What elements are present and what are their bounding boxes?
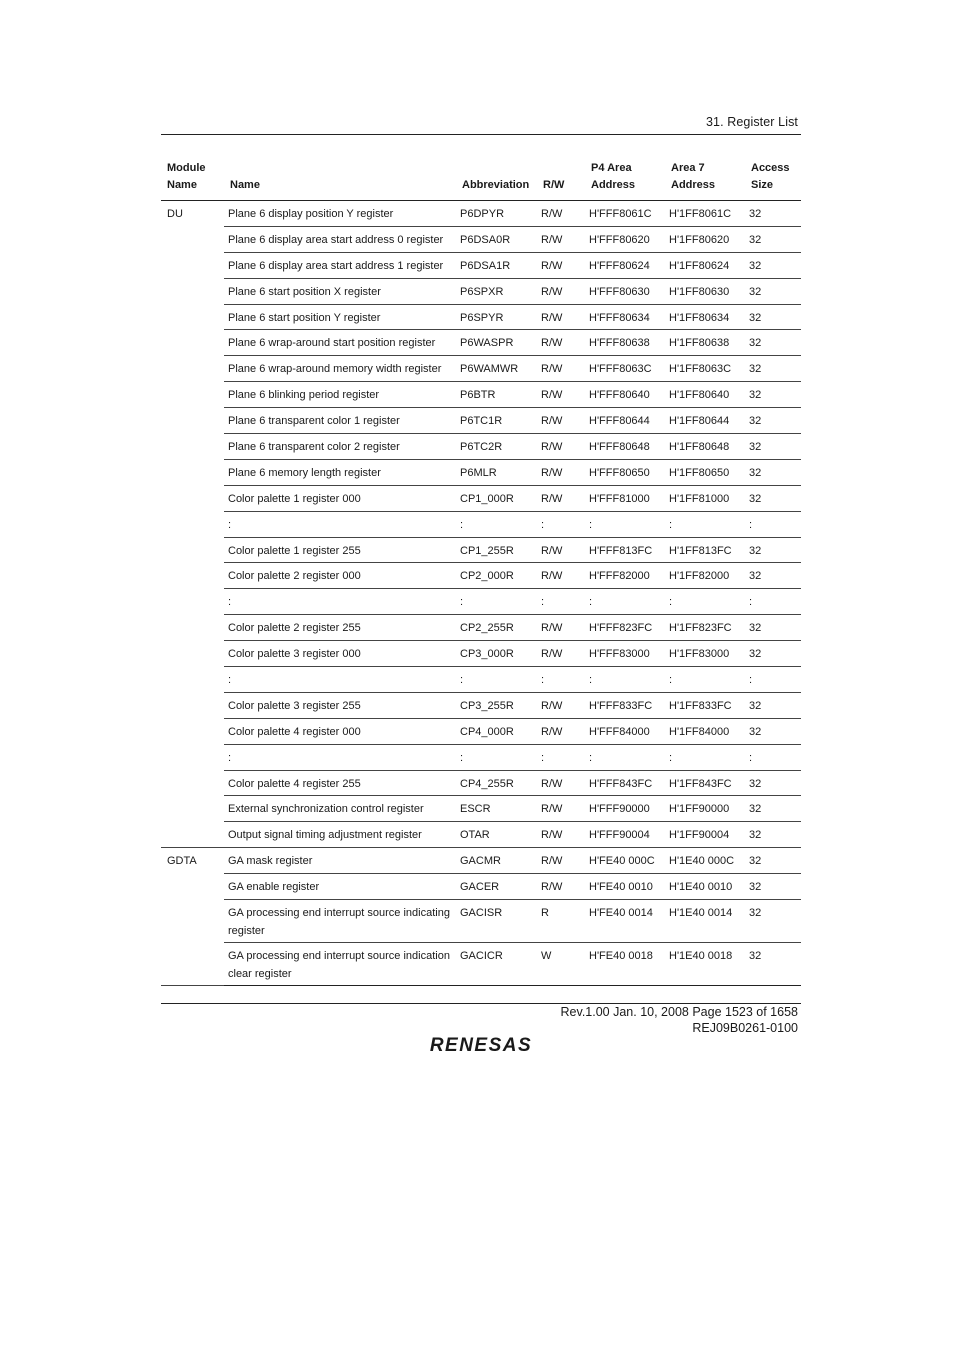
cell-module xyxy=(161,943,224,986)
table-row xyxy=(161,252,801,278)
table-row xyxy=(161,874,801,900)
footer xyxy=(561,1005,798,1036)
cell-module xyxy=(161,459,224,485)
cell-area7-address: H'1FF80630 xyxy=(665,278,745,304)
cell-module xyxy=(161,796,224,822)
cell-access-size: : xyxy=(745,667,801,693)
cell-rw: : xyxy=(537,511,585,537)
col-header-name: Name xyxy=(224,157,456,201)
renesas-logo xyxy=(421,1032,541,1056)
cell-module xyxy=(161,537,224,563)
col-header-module: Module Name xyxy=(161,157,224,201)
table-row xyxy=(161,770,801,796)
cell-p4-address: H'FFF80624 xyxy=(585,252,665,278)
cell-rw: R/W xyxy=(537,408,585,434)
cell-access-size: 32 xyxy=(745,485,801,511)
table-row xyxy=(161,485,801,511)
cell-abbreviation: CP1_255R xyxy=(456,537,537,563)
cell-module xyxy=(161,278,224,304)
table-row xyxy=(161,201,801,227)
footer-revision: Rev.1.00 Jan. 10, 2008 Page 1523 of 1658 xyxy=(560,1005,798,1019)
table-row xyxy=(161,511,801,537)
table-row xyxy=(161,692,801,718)
cell-p4-address: H'FFF80644 xyxy=(585,408,665,434)
cell-abbreviation: P6DSA1R xyxy=(456,252,537,278)
col-header-access-size: Access Size xyxy=(745,157,801,201)
cell-rw: R/W xyxy=(537,770,585,796)
cell-area7-address: H'1FF80644 xyxy=(665,408,745,434)
cell-p4-address: H'FE40 000C xyxy=(585,848,665,874)
cell-area7-address: H'1FF90000 xyxy=(665,796,745,822)
cell-p4-address: : xyxy=(585,511,665,537)
table-row xyxy=(161,537,801,563)
cell-register-name: Color palette 2 register 000 xyxy=(224,563,456,589)
cell-area7-address: H'1FF813FC xyxy=(665,537,745,563)
cell-p4-address: H'FFF80630 xyxy=(585,278,665,304)
footer-doc-number: REJ09B0261-0100 xyxy=(692,1020,798,1035)
cell-register-name: Plane 6 display area start address 1 register xyxy=(224,252,456,278)
cell-abbreviation: CP2_255R xyxy=(456,615,537,641)
cell-access-size: 32 xyxy=(745,330,801,356)
cell-access-size: 32 xyxy=(745,615,801,641)
table-row xyxy=(161,434,801,460)
cell-rw: : xyxy=(537,744,585,770)
col-header-rw: R/W xyxy=(537,157,585,201)
cell-area7-address: H'1FF823FC xyxy=(665,615,745,641)
cell-area7-address: H'1FF833FC xyxy=(665,692,745,718)
cell-register-name: : xyxy=(224,744,456,770)
cell-register-name: Plane 6 transparent color 2 register xyxy=(224,434,456,460)
cell-area7-address: H'1FF90004 xyxy=(665,822,745,848)
cell-rw: R/W xyxy=(537,874,585,900)
cell-register-name: Plane 6 wrap-around memory width register xyxy=(224,356,456,382)
cell-module xyxy=(161,900,224,943)
cell-area7-address: : xyxy=(665,511,745,537)
cell-area7-address: H'1E40 0018 xyxy=(665,943,745,986)
cell-abbreviation: CP3_255R xyxy=(456,692,537,718)
cell-p4-address: H'FFF80650 xyxy=(585,459,665,485)
cell-access-size: 32 xyxy=(745,692,801,718)
cell-p4-address: : xyxy=(585,589,665,615)
cell-module xyxy=(161,330,224,356)
cell-module xyxy=(161,874,224,900)
col-header-abbreviation: Abbreviation xyxy=(456,157,537,201)
cell-abbreviation: P6WAMWR xyxy=(456,356,537,382)
table-row xyxy=(161,408,801,434)
cell-p4-address: H'FFF80620 xyxy=(585,226,665,252)
table-row xyxy=(161,848,801,874)
cell-rw: R/W xyxy=(537,848,585,874)
cell-rw: R/W xyxy=(537,641,585,667)
cell-module xyxy=(161,770,224,796)
footer-rule xyxy=(161,1003,801,1004)
cell-access-size: 32 xyxy=(745,796,801,822)
cell-module xyxy=(161,563,224,589)
cell-p4-address: H'FFF8063C xyxy=(585,356,665,382)
cell-rw: R/W xyxy=(537,356,585,382)
cell-access-size: : xyxy=(745,589,801,615)
cell-rw: R/W xyxy=(537,252,585,278)
cell-access-size: 32 xyxy=(745,278,801,304)
cell-access-size: : xyxy=(745,511,801,537)
cell-register-name: Color palette 4 register 000 xyxy=(224,718,456,744)
cell-abbreviation: : xyxy=(456,667,537,693)
cell-rw: R/W xyxy=(537,330,585,356)
cell-register-name: : xyxy=(224,589,456,615)
table-row xyxy=(161,744,801,770)
cell-access-size: 32 xyxy=(745,822,801,848)
cell-area7-address: H'1FF80638 xyxy=(665,330,745,356)
cell-abbreviation: P6TC2R xyxy=(456,434,537,460)
table-row xyxy=(161,330,801,356)
table-row xyxy=(161,615,801,641)
cell-rw: R/W xyxy=(537,278,585,304)
register-table xyxy=(161,157,801,986)
cell-rw: W xyxy=(537,943,585,986)
cell-area7-address: H'1FF80648 xyxy=(665,434,745,460)
table-row xyxy=(161,667,801,693)
cell-module: GDTA xyxy=(167,855,197,868)
cell-rw: R/W xyxy=(537,226,585,252)
cell-p4-address: H'FFF813FC xyxy=(585,537,665,563)
cell-p4-address: H'FFF90004 xyxy=(585,822,665,848)
cell-register-name: Color palette 1 register 255 xyxy=(224,537,456,563)
cell-rw: R/W xyxy=(537,459,585,485)
cell-access-size: 32 xyxy=(745,770,801,796)
cell-abbreviation: P6TC1R xyxy=(456,408,537,434)
cell-rw: R/W xyxy=(537,485,585,511)
cell-area7-address: : xyxy=(665,667,745,693)
cell-abbreviation: P6MLR xyxy=(456,459,537,485)
cell-abbreviation: P6BTR xyxy=(456,382,537,408)
cell-p4-address: H'FFF843FC xyxy=(585,770,665,796)
cell-access-size: 32 xyxy=(745,641,801,667)
cell-area7-address: H'1FF82000 xyxy=(665,563,745,589)
table-row xyxy=(161,304,801,330)
cell-abbreviation: GACISR xyxy=(456,900,537,943)
cell-access-size: 32 xyxy=(745,459,801,485)
cell-abbreviation: CP1_000R xyxy=(456,485,537,511)
cell-access-size: 32 xyxy=(745,382,801,408)
cell-rw: R/W xyxy=(537,563,585,589)
cell-register-name: External synchronization control register xyxy=(224,796,456,822)
table-row xyxy=(161,718,801,744)
table-row xyxy=(161,356,801,382)
cell-abbreviation: : xyxy=(456,744,537,770)
cell-abbreviation: CP4_255R xyxy=(456,770,537,796)
cell-module xyxy=(161,822,224,848)
cell-rw: R/W xyxy=(537,434,585,460)
cell-area7-address: H'1FF80640 xyxy=(665,382,745,408)
cell-module xyxy=(161,485,224,511)
cell-rw: R/W xyxy=(537,796,585,822)
cell-module xyxy=(161,692,224,718)
cell-module xyxy=(161,304,224,330)
cell-area7-address: H'1E40 000C xyxy=(665,848,745,874)
cell-register-name: Plane 6 start position X register xyxy=(224,278,456,304)
header-rule xyxy=(161,134,801,135)
cell-p4-address: H'FFF833FC xyxy=(585,692,665,718)
cell-abbreviation: P6WASPR xyxy=(456,330,537,356)
cell-area7-address: H'1E40 0014 xyxy=(665,900,745,943)
cell-module xyxy=(161,408,224,434)
cell-access-size: 32 xyxy=(745,304,801,330)
cell-area7-address: H'1FF8061C xyxy=(665,201,745,227)
table-body xyxy=(161,201,801,986)
cell-register-name: Color palette 3 register 255 xyxy=(224,692,456,718)
cell-access-size: 32 xyxy=(745,848,801,874)
cell-rw: : xyxy=(537,667,585,693)
cell-register-name: GA mask register xyxy=(224,848,456,874)
table-header-row xyxy=(161,157,801,201)
cell-area7-address: H'1FF80650 xyxy=(665,459,745,485)
cell-rw: R/W xyxy=(537,304,585,330)
cell-register-name: Plane 6 memory length register xyxy=(224,459,456,485)
renesas-logo-text: RENESAS xyxy=(429,1035,533,1056)
cell-rw: R/W xyxy=(537,692,585,718)
cell-p4-address: H'FFF80634 xyxy=(585,304,665,330)
cell-abbreviation: GACICR xyxy=(456,943,537,986)
table-row xyxy=(161,459,801,485)
cell-rw: R/W xyxy=(537,615,585,641)
cell-access-size: 32 xyxy=(745,718,801,744)
table-row xyxy=(161,796,801,822)
cell-register-name: Plane 6 transparent color 1 register xyxy=(224,408,456,434)
cell-rw: R/W xyxy=(537,537,585,563)
cell-area7-address: H'1FF84000 xyxy=(665,718,745,744)
cell-access-size: 32 xyxy=(745,874,801,900)
cell-register-name: : xyxy=(224,511,456,537)
cell-access-size: 32 xyxy=(745,226,801,252)
cell-p4-address: H'FFF80648 xyxy=(585,434,665,460)
cell-p4-address: : xyxy=(585,744,665,770)
cell-area7-address: H'1FF8063C xyxy=(665,356,745,382)
cell-abbreviation: GACMR xyxy=(456,848,537,874)
cell-abbreviation: P6SPYR xyxy=(456,304,537,330)
cell-area7-address: H'1FF83000 xyxy=(665,641,745,667)
cell-p4-address: H'FE40 0018 xyxy=(585,943,665,986)
cell-p4-address: H'FE40 0010 xyxy=(585,874,665,900)
cell-access-size: 32 xyxy=(745,943,801,986)
cell-access-size: 32 xyxy=(745,900,801,943)
cell-p4-address: : xyxy=(585,667,665,693)
cell-rw: R/W xyxy=(537,201,585,227)
cell-abbreviation: CP4_000R xyxy=(456,718,537,744)
cell-p4-address: H'FFF90000 xyxy=(585,796,665,822)
cell-p4-address: H'FE40 0014 xyxy=(585,900,665,943)
cell-abbreviation: OTAR xyxy=(456,822,537,848)
cell-register-name: Plane 6 wrap-around start position register xyxy=(224,330,456,356)
cell-abbreviation: CP2_000R xyxy=(456,563,537,589)
cell-module xyxy=(161,226,224,252)
cell-area7-address: H'1FF843FC xyxy=(665,770,745,796)
cell-area7-address: H'1FF81000 xyxy=(665,485,745,511)
cell-abbreviation: P6DPYR xyxy=(456,201,537,227)
cell-area7-address: H'1FF80624 xyxy=(665,252,745,278)
cell-register-name: : xyxy=(224,667,456,693)
cell-area7-address: H'1E40 0010 xyxy=(665,874,745,900)
cell-module xyxy=(161,356,224,382)
cell-register-name: GA enable register xyxy=(224,874,456,900)
table-row xyxy=(161,822,801,848)
cell-module xyxy=(161,382,224,408)
cell-p4-address: H'FFF80640 xyxy=(585,382,665,408)
cell-module xyxy=(161,744,224,770)
table-row xyxy=(161,563,801,589)
cell-p4-address: H'FFF84000 xyxy=(585,718,665,744)
cell-area7-address: H'1FF80634 xyxy=(665,304,745,330)
cell-access-size: 32 xyxy=(745,201,801,227)
cell-access-size: 32 xyxy=(745,356,801,382)
cell-area7-address: : xyxy=(665,589,745,615)
cell-access-size: : xyxy=(745,744,801,770)
table-row xyxy=(161,382,801,408)
cell-p4-address: H'FFF82000 xyxy=(585,563,665,589)
cell-module xyxy=(161,615,224,641)
cell-module xyxy=(161,718,224,744)
cell-module xyxy=(161,511,224,537)
cell-module xyxy=(161,589,224,615)
cell-access-size: 32 xyxy=(745,408,801,434)
cell-register-name: GA processing end interrupt source indicating register xyxy=(224,900,456,943)
cell-abbreviation: P6DSA0R xyxy=(456,226,537,252)
cell-access-size: 32 xyxy=(745,252,801,278)
cell-abbreviation: P6SPXR xyxy=(456,278,537,304)
cell-access-size: 32 xyxy=(745,434,801,460)
cell-register-name: Plane 6 display position Y register xyxy=(224,201,456,227)
cell-abbreviation: : xyxy=(456,589,537,615)
cell-register-name: Color palette 3 register 000 xyxy=(224,641,456,667)
section-title: 31. Register List xyxy=(705,115,798,129)
cell-abbreviation: : xyxy=(456,511,537,537)
table-row xyxy=(161,589,801,615)
cell-rw: R/W xyxy=(537,718,585,744)
cell-rw: : xyxy=(537,589,585,615)
cell-p4-address: H'FFF80638 xyxy=(585,330,665,356)
cell-p4-address: H'FFF81000 xyxy=(585,485,665,511)
cell-p4-address: H'FFF823FC xyxy=(585,615,665,641)
cell-module: DU xyxy=(167,208,183,220)
cell-module xyxy=(161,434,224,460)
cell-access-size: 32 xyxy=(745,563,801,589)
cell-rw: R/W xyxy=(537,822,585,848)
cell-register-name: Plane 6 start position Y register xyxy=(224,304,456,330)
cell-p4-address: H'FFF8061C xyxy=(585,201,665,227)
table-row xyxy=(161,278,801,304)
cell-abbreviation: GACER xyxy=(456,874,537,900)
cell-module xyxy=(161,252,224,278)
cell-module xyxy=(161,641,224,667)
cell-area7-address: H'1FF80620 xyxy=(665,226,745,252)
cell-rw: R xyxy=(537,900,585,943)
table-row xyxy=(161,943,801,986)
cell-register-name: Color palette 1 register 000 xyxy=(224,485,456,511)
cell-abbreviation: CP3_000R xyxy=(456,641,537,667)
cell-module xyxy=(161,667,224,693)
cell-abbreviation: ESCR xyxy=(456,796,537,822)
col-header-p4-address: P4 Area Address xyxy=(585,157,665,201)
cell-register-name: Color palette 4 register 255 xyxy=(224,770,456,796)
col-header-area7-address: Area 7 Address xyxy=(665,157,745,201)
cell-register-name: GA processing end interrupt source indication clear register xyxy=(224,943,456,986)
cell-p4-address: H'FFF83000 xyxy=(585,641,665,667)
cell-access-size: 32 xyxy=(745,537,801,563)
cell-register-name: Color palette 2 register 255 xyxy=(224,615,456,641)
cell-register-name: Plane 6 blinking period register xyxy=(224,382,456,408)
cell-register-name: Plane 6 display area start address 0 register xyxy=(224,226,456,252)
cell-rw: R/W xyxy=(537,382,585,408)
cell-register-name: Output signal timing adjustment register xyxy=(224,822,456,848)
table-row xyxy=(161,641,801,667)
table-row xyxy=(161,226,801,252)
cell-area7-address: : xyxy=(665,744,745,770)
table-row xyxy=(161,900,801,943)
